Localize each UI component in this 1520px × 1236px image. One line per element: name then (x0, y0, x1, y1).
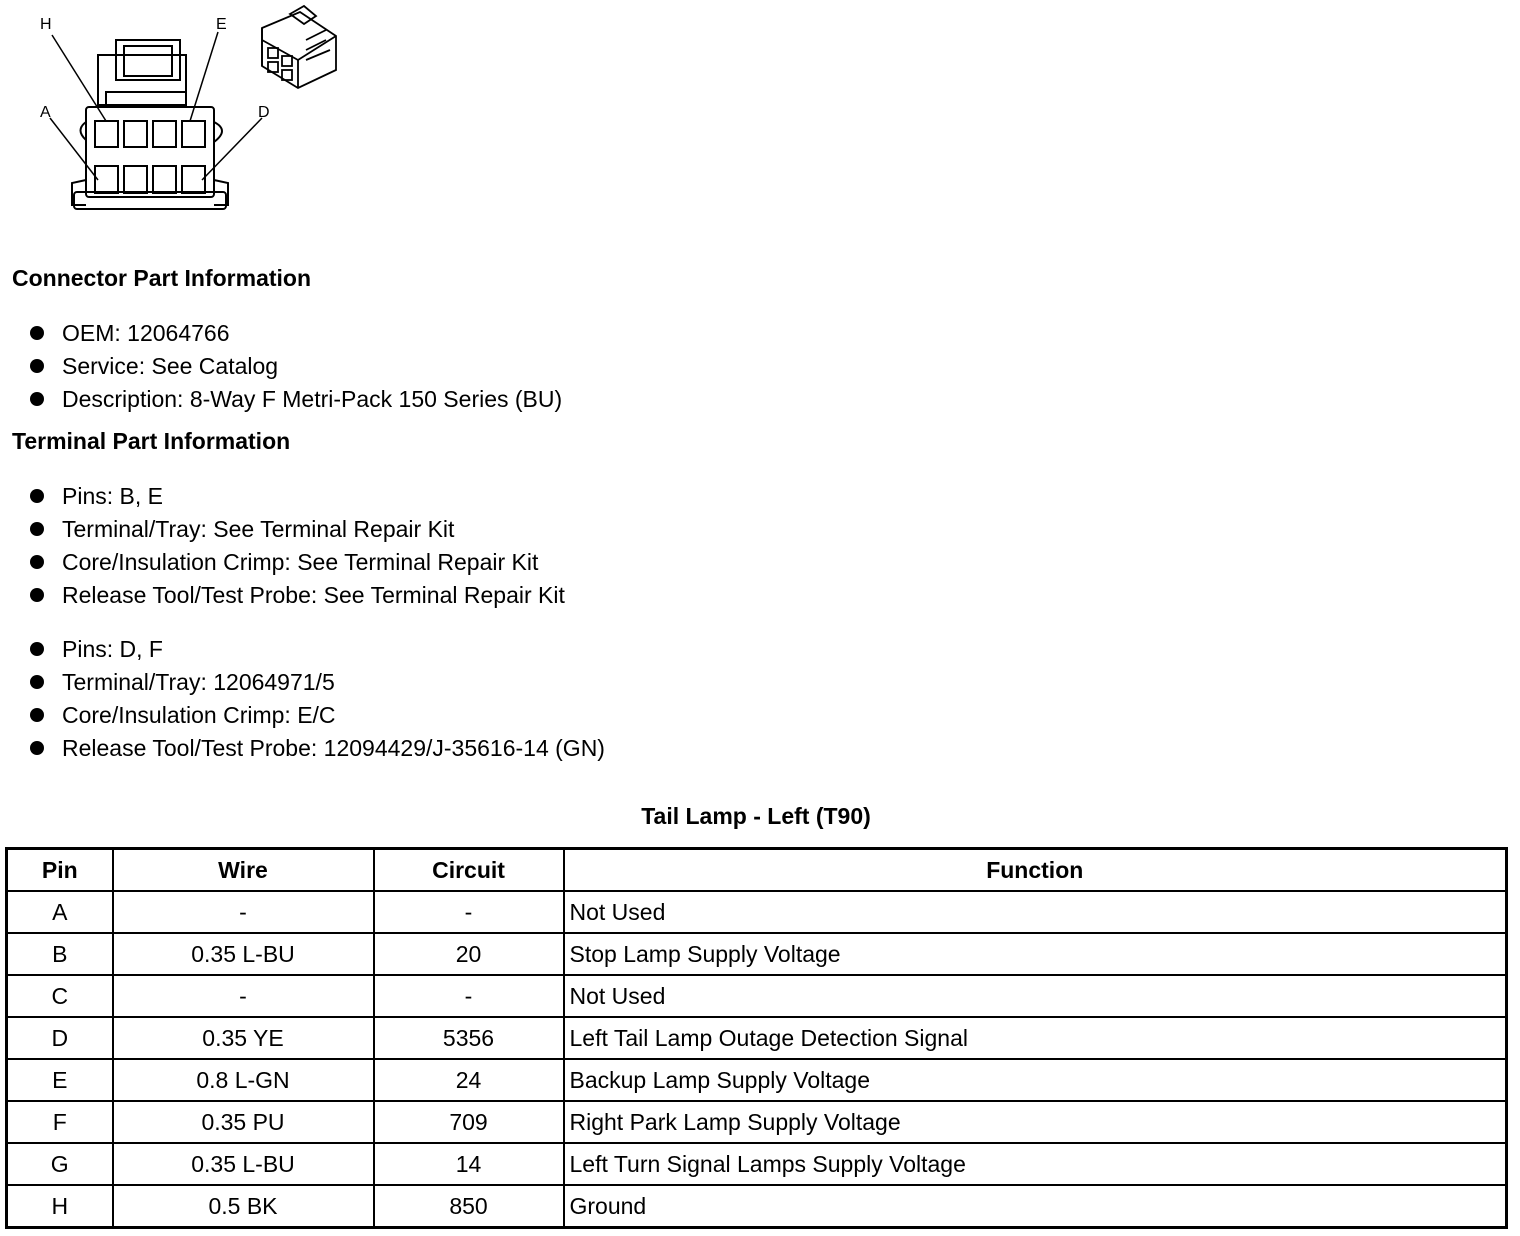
list-item: Core/Insulation Crimp: See Terminal Repair Kit (28, 546, 565, 579)
table-row (7, 1143, 1507, 1185)
cell-function: Backup Lamp Supply Voltage (564, 1059, 1507, 1101)
pin-label-d: D (258, 104, 270, 121)
header-pin: Pin (7, 849, 113, 892)
pin-label-a: A (40, 104, 51, 121)
cell-circuit: - (374, 975, 564, 1017)
bullet-icon (30, 359, 44, 373)
cell-function: Not Used (564, 891, 1507, 933)
table-row (7, 891, 1507, 933)
cell-circuit: 20 (374, 933, 564, 975)
connector-info-heading: Connector Part Information (12, 265, 312, 291)
table-caption: Tail Lamp - Left (T90) (641, 803, 871, 829)
cell-wire: - (113, 975, 374, 1017)
cell-pin: F (7, 1101, 113, 1143)
cell-wire: 0.35 PU (113, 1101, 374, 1143)
pin-label-e: E (216, 16, 227, 33)
cell-circuit: 709 (374, 1101, 564, 1143)
bullet-icon (30, 522, 44, 536)
table-row (7, 1059, 1507, 1101)
list-item: Pins: B, E (28, 480, 565, 513)
pin-label-h: H (40, 16, 52, 33)
table-row (7, 1101, 1507, 1143)
table-header-row (7, 849, 1507, 892)
cell-wire: - (113, 891, 374, 933)
list-item: Description: 8-Way F Metri-Pack 150 Series (BU) (28, 383, 562, 416)
bullet-icon (30, 642, 44, 656)
cell-function: Right Park Lamp Supply Voltage (564, 1101, 1507, 1143)
list-item: Release Tool/Test Probe: 12094429/J-35616-14 (GN) (28, 732, 605, 765)
cell-pin: B (7, 933, 113, 975)
bullet-icon (30, 741, 44, 755)
cell-circuit: 850 (374, 1185, 564, 1228)
connector-3d-icon (262, 6, 336, 88)
list-item: Terminal/Tray: See Terminal Repair Kit (28, 513, 565, 546)
bullet-icon (30, 489, 44, 503)
list-item: Terminal/Tray: 12064971/5 (28, 666, 605, 699)
cell-pin: H (7, 1185, 113, 1228)
cell-circuit: - (374, 891, 564, 933)
table-row (7, 975, 1507, 1017)
cell-function: Not Used (564, 975, 1507, 1017)
cell-pin: A (7, 891, 113, 933)
cell-pin: E (7, 1059, 113, 1101)
cell-pin: G (7, 1143, 113, 1185)
cell-circuit: 5356 (374, 1017, 564, 1059)
list-item: OEM: 12064766 (28, 317, 562, 350)
terminal-info-heading: Terminal Part Information (12, 428, 291, 454)
header-function: Function (564, 849, 1507, 892)
header-wire: Wire (113, 849, 374, 892)
cell-wire: 0.8 L-GN (113, 1059, 374, 1101)
header-circuit: Circuit (374, 849, 564, 892)
list-item: Release Tool/Test Probe: See Terminal Repair Kit (28, 579, 565, 612)
cell-pin: D (7, 1017, 113, 1059)
bullet-icon (30, 555, 44, 569)
bullet-icon (30, 392, 44, 406)
cell-circuit: 14 (374, 1143, 564, 1185)
cell-function: Left Tail Lamp Outage Detection Signal (564, 1017, 1507, 1059)
cell-wire: 0.35 L-BU (113, 1143, 374, 1185)
list-item: Pins: D, F (28, 633, 605, 666)
cell-pin: C (7, 975, 113, 1017)
connector-face-diagram (0, 0, 360, 225)
bullet-icon (30, 675, 44, 689)
list-item: Service: See Catalog (28, 350, 562, 383)
cell-function: Stop Lamp Supply Voltage (564, 933, 1507, 975)
list-item: Core/Insulation Crimp: E/C (28, 699, 605, 732)
table-row (7, 933, 1507, 975)
cell-wire: 0.5 BK (113, 1185, 374, 1228)
connector-info-list (28, 317, 562, 416)
bullet-icon (30, 708, 44, 722)
table-row (7, 1017, 1507, 1059)
table-row (7, 1185, 1507, 1228)
cell-function: Ground (564, 1185, 1507, 1228)
cell-circuit: 24 (374, 1059, 564, 1101)
cell-function: Left Turn Signal Lamps Supply Voltage (564, 1143, 1507, 1185)
terminal-info-list-2 (28, 633, 605, 765)
pinout-table (5, 847, 1508, 1229)
cell-wire: 0.35 L-BU (113, 933, 374, 975)
bullet-icon (30, 326, 44, 340)
cell-wire: 0.35 YE (113, 1017, 374, 1059)
bullet-icon (30, 588, 44, 602)
terminal-info-list-1 (28, 480, 565, 612)
